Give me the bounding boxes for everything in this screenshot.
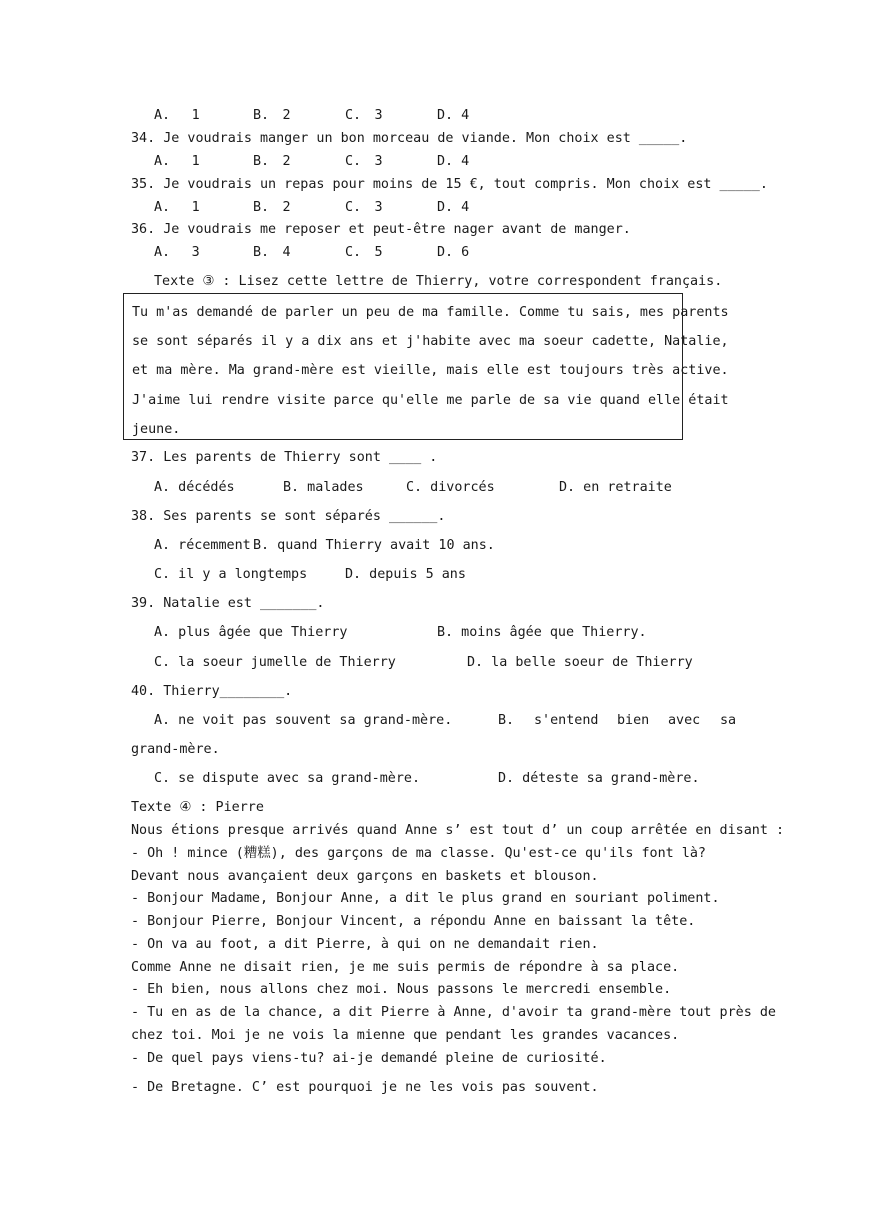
question-39: 39. Natalie est _______. — [131, 596, 325, 611]
option-c: C. 3 — [345, 200, 383, 215]
texte4-line: Devant nous avançaient deux garçons en baskets et blouson. — [131, 869, 599, 884]
option-b: B. 4 — [253, 245, 291, 260]
option-b: B. — [498, 713, 515, 728]
texte4-line: Comme Anne ne disait rien, je me suis permis de répondre à sa place. — [131, 960, 680, 975]
letter-line: jeune. — [132, 422, 181, 437]
texte4-line: - Eh bien, nous allons chez moi. Nous passons le mercredi ensemble. — [131, 982, 672, 997]
letter-line: se sont séparés il y a dix ans et j'habite avec ma soeur cadette, Natalie, — [132, 334, 729, 349]
texte4-line: - De quel pays viens-tu? ai-je demandé pleine de curiosité. — [131, 1051, 607, 1066]
option-b-word: avec — [668, 713, 701, 728]
option-b-word: bien — [617, 713, 650, 728]
option-b: B. quand Thierry avait 10 ans. — [253, 538, 495, 553]
option-a: A. ne voit pas souvent sa grand-mère. — [154, 713, 453, 728]
question-40: 40. Thierry________. — [131, 684, 293, 699]
option-b: B. 2 — [253, 200, 291, 215]
texte4-line: - On va au foot, a dit Pierre, à qui on ne demandait rien. — [131, 937, 599, 952]
texte4-line: - Bonjour Pierre, Bonjour Vincent, a répondu Anne en baissant la tête. — [131, 914, 696, 929]
option-c: C. se dispute avec sa grand-mère. — [154, 771, 421, 786]
texte4-line: Nous étions presque arrivés quand Anne s’ est tout d’ un coup arrêtée en disant : — [131, 823, 785, 838]
option-c: C. 3 — [345, 108, 383, 123]
option-a: A. plus âgée que Thierry — [154, 625, 348, 640]
option-a: A. 1 — [154, 200, 200, 215]
option-a: A. 1 — [154, 154, 200, 169]
option-d: D. en retraite — [559, 480, 672, 495]
option-b-word: s'entend — [534, 713, 599, 728]
option-b: B. malades — [283, 480, 364, 495]
question-35: 35. Je voudrais un repas pour moins de 15 €, tout compris. Mon choix est _____. — [131, 177, 768, 192]
option-c: C. la soeur jumelle de Thierry — [154, 655, 396, 670]
option-d: D. déteste sa grand-mère. — [498, 771, 700, 786]
option-d: D. la belle soeur de Thierry — [467, 655, 693, 670]
option-d: D. 4 — [437, 154, 470, 169]
question-38: 38. Ses parents se sont séparés ______. — [131, 509, 446, 524]
option-c: C. il y a longtemps — [154, 567, 308, 582]
option-b: B. moins âgée que Thierry. — [437, 625, 647, 640]
option-a: A. 1 — [154, 108, 200, 123]
question-37: 37. Les parents de Thierry sont ____ . — [131, 450, 438, 465]
option-d: D. depuis 5 ans — [345, 567, 466, 582]
question-36: 36. Je voudrais me reposer et peut-être nager avant de manger. — [131, 222, 631, 237]
option-a: A. récemment — [154, 538, 251, 553]
texte4-heading: Texte ④ : Pierre — [131, 800, 264, 815]
texte4-line: - Oh ! mince (糟糕), des garçons de ma classe. Qu'est-ce qu'ils font là? — [131, 846, 706, 861]
question-34: 34. Je voudrais manger un bon morceau de viande. Mon choix est _____. — [131, 131, 688, 146]
option-b-word: sa — [720, 713, 737, 728]
texte3-heading: Texte ③ : Lisez cette lettre de Thierry, votre correspondent français. — [154, 274, 723, 289]
texte4-line: - Tu en as de la chance, a dit Pierre à Anne, d'avoir ta grand-mère tout près de — [131, 1005, 776, 1020]
letter-box — [123, 293, 729, 440]
option-a: A. 3 — [154, 245, 200, 260]
option-b: B. 2 — [253, 154, 291, 169]
option-c: C. divorcés — [406, 480, 495, 495]
option-a: A. décédés — [154, 480, 235, 495]
option-b-continued: grand-mère. — [131, 742, 220, 757]
option-d: D. 4 — [437, 108, 470, 123]
letter-line: J'aime lui rendre visite parce qu'elle me parle de sa vie quand elle était — [132, 393, 729, 408]
letter-line: Tu m'as demandé de parler un peu de ma famille. Comme tu sais, mes parents — [132, 305, 729, 320]
option-d: D. 4 — [437, 200, 470, 215]
texte4-line: chez toi. Moi je ne vois la mienne que pendant les grandes vacances. — [131, 1028, 680, 1043]
option-c: C. 5 — [345, 245, 383, 260]
option-d: D. 6 — [437, 245, 470, 260]
texte4-line: - De Bretagne. C’ est pourquoi je ne les vois pas souvent. — [131, 1080, 599, 1095]
letter-line: et ma mère. Ma grand-mère est vieille, mais elle est toujours très active. — [132, 363, 729, 378]
texte4-line: - Bonjour Madame, Bonjour Anne, a dit le plus grand en souriant poliment. — [131, 891, 720, 906]
option-c: C. 3 — [345, 154, 383, 169]
option-b: B. 2 — [253, 108, 291, 123]
